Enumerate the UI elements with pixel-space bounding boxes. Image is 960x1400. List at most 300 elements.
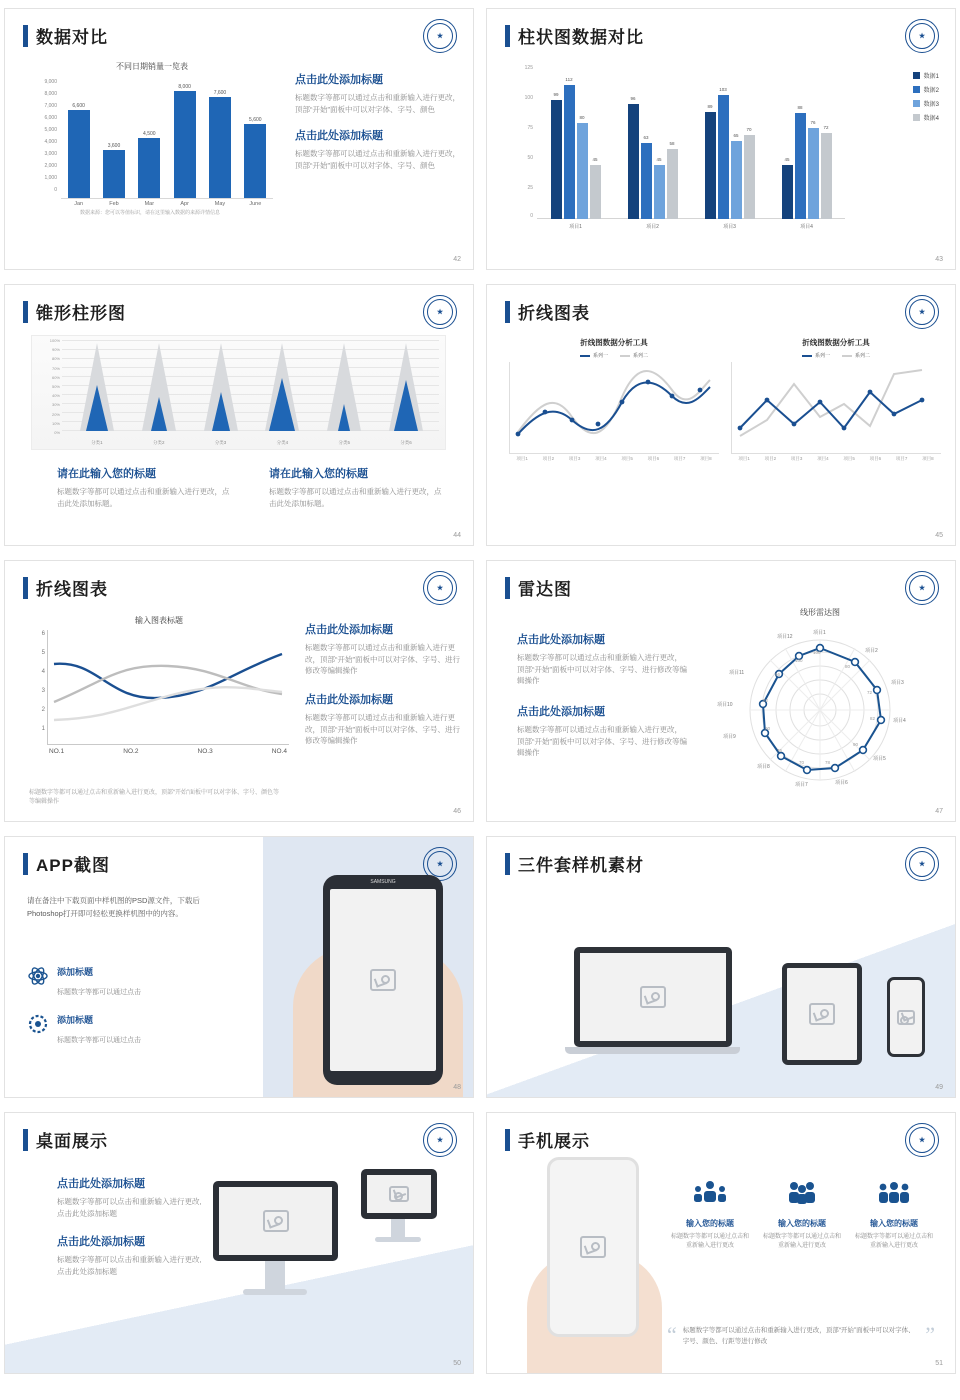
x-tick: 项目1 [738, 456, 750, 461]
y-tick: 9,000 [44, 79, 57, 85]
page-title: 锥形柱形图 [36, 304, 126, 323]
bar-value: 96 [630, 96, 636, 101]
y-tick: 30% [51, 402, 60, 408]
line-chart [29, 615, 289, 785]
axis-label: 项目5 [873, 756, 886, 762]
block-title[interactable]: 点击此处添加标题 [517, 705, 605, 718]
feature-columns [669, 1179, 941, 1251]
logo-inner: ★ [909, 23, 935, 49]
x-tick: 分类5 [338, 440, 350, 445]
svg-text:78: 78 [825, 760, 831, 765]
block-title[interactable]: 点击此处添加标题 [305, 693, 393, 706]
bar-value: 72 [823, 125, 829, 130]
x-tick: Jan [74, 201, 84, 207]
monitor-small-base [375, 1237, 421, 1242]
slide-46[interactable] [4, 560, 474, 822]
legend-swatch [913, 86, 920, 93]
x-tick: 项目4 [800, 224, 813, 230]
legend-label: 系列一 [814, 353, 830, 359]
feature-column[interactable] [669, 1179, 751, 1251]
list-item[interactable] [27, 965, 237, 999]
slide-51-header [505, 1127, 590, 1152]
page-title: 折线图表 [518, 304, 590, 323]
bar-value: 80 [579, 115, 585, 120]
svg-text:76: 76 [777, 748, 783, 753]
bar-value: 4,500 [143, 131, 156, 137]
x-tick: 项目1 [569, 224, 582, 230]
x-tick: 项目6 [647, 456, 660, 461]
phone-mockup[interactable] [887, 977, 925, 1057]
x-tick: June [249, 201, 262, 207]
x-tick: 项目3 [723, 224, 736, 230]
block-body: 标题数字等都可以点击和重新输入进行更改,点击此处添加标题 [57, 1255, 202, 1276]
chart-title: 不同日期销量一览表 [116, 62, 188, 71]
block-title[interactable]: 点击此处添加标题 [517, 634, 605, 646]
page-number: 43 [935, 256, 943, 263]
column-title: 输入您的标题 [870, 1219, 918, 1228]
bar-value: 88 [797, 105, 803, 110]
x-axis-labels [61, 201, 273, 207]
monitor-large-stand [265, 1261, 285, 1291]
cone-fill [394, 380, 418, 431]
legend-label: 数据3 [923, 102, 939, 108]
logo-inner: ★ [427, 575, 453, 601]
page-title: APP截图 [36, 856, 110, 875]
axis-label: 项目7 [795, 782, 808, 788]
image-placeholder-icon [580, 1236, 606, 1258]
block-title[interactable]: 点击此处添加标题 [295, 130, 383, 143]
legend-item [620, 352, 648, 359]
bar [628, 96, 639, 219]
page-number: 48 [453, 1084, 461, 1091]
legend-line [802, 355, 812, 357]
bar-value: 103 [719, 87, 727, 92]
logo-inner: ★ [909, 851, 935, 877]
text-block [57, 1233, 202, 1277]
slide-51[interactable] [486, 1112, 956, 1374]
cone-fill [338, 404, 350, 431]
logo-inner: ★ [427, 299, 453, 325]
text-block [517, 631, 687, 687]
bar-item [103, 79, 125, 198]
x-tick: 分类1 [91, 440, 103, 445]
page-number: 46 [453, 808, 461, 815]
y-tick: 100% [49, 338, 60, 343]
image-placeholder-icon [370, 969, 396, 991]
x-tick: 项目4 [817, 456, 829, 461]
phone-screen[interactable] [330, 889, 436, 1071]
bar-value: 45 [784, 157, 790, 162]
bar [821, 125, 832, 219]
phone-mockup[interactable] [547, 1157, 639, 1337]
slide-45[interactable] [486, 284, 956, 546]
y-tick: 5,000 [44, 127, 57, 133]
plot-area [47, 630, 289, 745]
column-title: 输入您的标题 [778, 1219, 826, 1228]
chart-legend [731, 352, 941, 359]
slide-48[interactable] [4, 836, 474, 1098]
line-charts [509, 337, 943, 462]
feature-column[interactable] [853, 1179, 935, 1251]
feature-list [27, 965, 237, 1061]
line-svg [48, 630, 288, 744]
block-title[interactable]: 点击此处添加标题 [295, 74, 383, 86]
quote-block [667, 1322, 935, 1348]
bar-value: 5,600 [249, 117, 262, 123]
bar-item [209, 79, 231, 198]
block-title[interactable]: 点击此处添加标题 [305, 624, 393, 636]
laptop-mockup[interactable] [565, 947, 740, 1054]
x-tick: May [214, 201, 226, 207]
logo-inner: ★ [427, 851, 453, 877]
y-tick: 4,000 [44, 139, 57, 145]
logo-badge [423, 295, 457, 329]
line-chart-1 [509, 337, 719, 462]
y-tick: 50% [51, 383, 60, 389]
bar-value: 63 [643, 135, 649, 140]
bar-value: 8,000 [178, 84, 191, 90]
legend-item [842, 352, 870, 359]
legend-swatch [913, 100, 920, 107]
column-body: 标题数字等都可以通过点击和重新输入进行更改 [854, 1234, 933, 1249]
y-tick: 80% [51, 356, 60, 362]
bar [138, 138, 160, 198]
x-tick: 项目5 [621, 456, 633, 461]
monitor-large[interactable] [213, 1181, 338, 1261]
bar-value: 3,600 [107, 143, 121, 149]
legend-label: 系列二 [633, 353, 649, 359]
x-tick: 项目5 [843, 456, 855, 461]
svg-text:90: 90 [765, 726, 771, 731]
block-body: 标题数字等都可以通过点击和重新输入进行更改，顶部“开始”面板中可以对字体、字号、颜色 [295, 149, 460, 170]
bar [590, 157, 601, 219]
text-column [295, 71, 460, 184]
y-axis-labels [29, 631, 45, 745]
list-item[interactable] [27, 1013, 237, 1047]
logo-inner: ★ [909, 1127, 935, 1153]
bar [718, 87, 729, 219]
y-tick: 10% [51, 420, 60, 426]
block-body: 标题数字等都可以通过点击和重新输入进行更改，顶部“开始”面板中可以对字体、字号、进行修改等编辑操作 [517, 653, 687, 686]
x-tick: NO.4 [271, 748, 287, 755]
title-accent-bar [23, 25, 28, 47]
bar [731, 133, 742, 219]
legend-label: 数据1 [923, 74, 939, 80]
phone-mockup [323, 875, 443, 1085]
item-title: 添加标题 [57, 967, 94, 977]
logo-badge [905, 295, 939, 329]
text-block [269, 465, 443, 509]
bar-value: 99 [553, 92, 559, 97]
image-placeholder-icon [389, 1186, 409, 1202]
y-tick: 0 [530, 213, 533, 219]
chart-title: 线形雷达图 [800, 608, 840, 617]
bar [705, 104, 716, 219]
text-column [517, 631, 687, 759]
slide-44-header [23, 299, 126, 324]
monitor-small-stand [391, 1219, 405, 1239]
text-column [57, 1175, 202, 1292]
legend-label: 系列二 [855, 353, 871, 359]
bar [641, 135, 652, 219]
slide-50[interactable] [4, 1112, 474, 1374]
title-accent-bar [505, 853, 510, 875]
text-block [517, 703, 687, 759]
page-number: 42 [453, 256, 461, 263]
bar [744, 127, 755, 219]
chart-note: 标题数字等都可以通过点击和重新输入进行更改，顶部“开始”面板中可以对字体、字号、颜色等等编辑操作 [29, 790, 279, 805]
y-tick: 75 [527, 125, 533, 131]
block-title[interactable]: 请在此输入您的标题 [57, 468, 156, 480]
x-tick: Feb [109, 201, 119, 207]
y-axis-labels [515, 65, 533, 219]
bar [68, 110, 90, 198]
text-block [57, 465, 231, 509]
page-number: 45 [935, 532, 943, 539]
x-axis-labels [509, 456, 719, 462]
x-tick: NO.3 [197, 748, 213, 755]
text-block [305, 621, 460, 677]
item-body: 标题数字等都可以通过点击 [57, 1037, 141, 1044]
y-tick: 90% [51, 347, 60, 353]
chart-legend [913, 71, 939, 127]
y-tick: 1 [41, 726, 45, 732]
quote-close-icon: ” [925, 1322, 935, 1348]
title-accent-bar [505, 577, 510, 599]
slide-45-header [505, 299, 590, 324]
y-tick: 25 [527, 185, 533, 191]
cone-fill [212, 392, 230, 431]
legend-label: 系列一 [592, 353, 608, 359]
y-tick: 125 [524, 65, 533, 71]
bar [174, 91, 196, 198]
text-column [305, 621, 460, 747]
bar [244, 124, 266, 198]
title-accent-bar [23, 1129, 28, 1151]
y-tick: 40% [51, 393, 60, 399]
bar-group [705, 69, 755, 219]
y-tick: 20% [51, 411, 60, 417]
slide-43[interactable] [486, 8, 956, 270]
axis-label: 项目4 [893, 718, 906, 724]
logo-badge [905, 19, 939, 53]
axis-label: 项目2 [865, 648, 878, 654]
image-placeholder-icon [897, 1010, 915, 1025]
legend-item [913, 113, 939, 122]
cone-chart [31, 335, 446, 450]
y-tick: 2,000 [44, 163, 57, 169]
svg-text:72: 72 [867, 690, 873, 695]
bar [564, 77, 575, 219]
block-title[interactable]: 点击此处添加标题 [57, 1178, 145, 1190]
page-number: 50 [453, 1360, 461, 1367]
bar [209, 97, 231, 198]
x-tick: 分类3 [214, 440, 227, 445]
slide-42-header [23, 23, 108, 48]
cone-fill [151, 397, 167, 431]
cone-fill [86, 385, 108, 431]
atom-icon [27, 965, 49, 987]
text-block [57, 1175, 202, 1219]
x-tick: 项目3 [568, 456, 581, 461]
bar [667, 141, 678, 219]
page-number: 47 [935, 808, 943, 815]
block-body: 标题数字等都可以通过点击和重新输入进行更改，顶部“开始”面板中可以对字体、字号、进行修改等编辑操作 [517, 724, 687, 758]
page-title: 雷达图 [518, 580, 572, 599]
slide-49[interactable] [486, 836, 956, 1098]
cone-item [260, 342, 304, 431]
bar-value: 65 [733, 133, 739, 138]
block-title[interactable]: 点击此处添加标题 [57, 1236, 145, 1249]
slide-47-header [505, 575, 572, 600]
legend-item [913, 99, 939, 108]
bar-value: 70 [746, 127, 752, 132]
logo-badge [423, 571, 457, 605]
bar-item [174, 79, 196, 198]
people-presenter-icon [693, 1194, 727, 1211]
y-axis-labels [34, 338, 60, 439]
laptop-screen[interactable] [574, 947, 732, 1047]
y-tick: 6 [41, 631, 45, 637]
block-body: 标题数字等都可以通过点击和重新输入进行更改，点击此处添加标题。 [269, 487, 442, 508]
axis-label: 项目3 [891, 680, 904, 686]
x-tick: Mar [144, 201, 155, 207]
slide-50-header [23, 1127, 108, 1152]
page-title: 桌面展示 [36, 1132, 108, 1151]
x-tick: 项目1 [516, 456, 528, 461]
tablet-mockup[interactable] [782, 963, 862, 1065]
x-tick: 项目8 [922, 456, 934, 461]
column-body: 标题数字等都可以通过点击和重新输入进行更改 [670, 1234, 749, 1249]
x-tick: 项目3 [790, 456, 803, 461]
feature-column[interactable] [761, 1179, 843, 1251]
axis-label: 项目6 [835, 780, 848, 786]
y-tick: 6,000 [44, 115, 57, 121]
text-columns [57, 465, 443, 509]
bar-value: 45 [656, 157, 662, 162]
chart-title: 折线图数据分析工具 [580, 338, 648, 347]
y-tick: 100 [524, 95, 533, 101]
page-title: 三件套样机素材 [518, 856, 644, 875]
x-tick: 项目2 [542, 456, 555, 461]
page-title: 折线图表 [36, 580, 108, 599]
legend-line [620, 355, 630, 357]
slide-47[interactable] [486, 560, 956, 822]
bar [551, 92, 562, 219]
svg-text:90: 90 [853, 742, 859, 747]
text-block [295, 127, 460, 171]
y-tick: 2 [41, 707, 45, 713]
bar-value: 45 [592, 157, 598, 162]
x-tick: 项目7 [895, 456, 908, 461]
y-tick: 4 [41, 669, 45, 675]
y-tick: 7,000 [44, 103, 57, 109]
axis-label: 项目1 [813, 630, 826, 636]
line-svg [732, 362, 937, 454]
bar-item [244, 79, 266, 198]
cone-series [66, 342, 437, 431]
bar-group [782, 69, 832, 219]
bar [577, 115, 588, 219]
monitor-small[interactable] [361, 1169, 437, 1219]
block-body: 标题数字等都可以点击和重新输入进行更改,点击此处添加标题 [57, 1197, 202, 1218]
image-placeholder-icon [809, 1003, 835, 1025]
bar [654, 157, 665, 219]
x-tick: 项目2 [646, 224, 659, 230]
slide-43-header [505, 23, 644, 48]
bar-item [68, 79, 90, 198]
phone-brand-label: SAMSUNG [370, 879, 396, 885]
logo-inner: ★ [909, 575, 935, 601]
bar-value: 89 [707, 104, 713, 109]
x-tick: Apr [180, 201, 189, 207]
svg-text:82: 82 [763, 698, 769, 703]
y-tick: 0 [54, 187, 57, 193]
bar-group [551, 69, 601, 219]
x-axis-labels [731, 456, 941, 462]
people-team-icon [877, 1194, 911, 1211]
y-tick: 0% [54, 429, 60, 435]
legend-item [580, 352, 608, 359]
svg-text:100: 100 [795, 658, 803, 663]
cone-item [199, 342, 243, 431]
bar-value: 6,600 [72, 103, 85, 109]
x-tick: 分类2 [152, 440, 165, 445]
gear-icon [27, 1013, 49, 1035]
text-block [305, 691, 460, 747]
svg-text:82: 82 [870, 716, 876, 721]
logo-inner: ★ [427, 1127, 453, 1153]
legend-label: 数据4 [923, 116, 939, 122]
bar-value: 112 [565, 77, 573, 82]
bar-series [61, 79, 273, 199]
item-body: 标题数字等都可以通过点击 [57, 989, 141, 996]
logo-badge [905, 1123, 939, 1157]
legend-swatch [913, 72, 920, 79]
chart-legend [509, 352, 719, 359]
block-title[interactable]: 请在此输入您的标题 [269, 468, 368, 480]
image-placeholder-icon [263, 1210, 289, 1232]
bar-groups [537, 69, 845, 219]
cone-item [322, 342, 366, 431]
cone-item [384, 342, 428, 431]
bar [782, 157, 793, 219]
logo-inner: ★ [427, 23, 453, 49]
legend-swatch [913, 114, 920, 121]
cone-item [75, 342, 119, 431]
x-tick: 项目6 [869, 456, 882, 461]
y-tick: 50 [527, 155, 533, 161]
axis-label: 项目11 [729, 670, 745, 676]
bar-value: 76 [810, 120, 816, 125]
slide-48-header [23, 851, 110, 876]
page-title: 手机展示 [518, 1132, 590, 1151]
y-tick: 8,000 [44, 91, 57, 97]
legend-item [802, 352, 830, 359]
title-accent-bar [23, 853, 28, 875]
logo-badge [905, 847, 939, 881]
block-body: 标题数字等都可以通过点击和重新输入进行更改，顶部“开始”面板中可以对字体、字号、颜色 [295, 93, 460, 114]
slide-42[interactable] [4, 8, 474, 270]
bar-item [138, 79, 160, 198]
x-tick: 项目2 [764, 456, 777, 461]
svg-text:80: 80 [845, 664, 851, 669]
chart-source-note: 数据来源：您可以等值标识，请在这里输入数据的来源详情信息 [79, 210, 220, 216]
radar-svg [695, 618, 945, 798]
y-tick: 3,000 [44, 151, 57, 157]
title-accent-bar [505, 301, 510, 323]
slide-44[interactable] [4, 284, 474, 546]
